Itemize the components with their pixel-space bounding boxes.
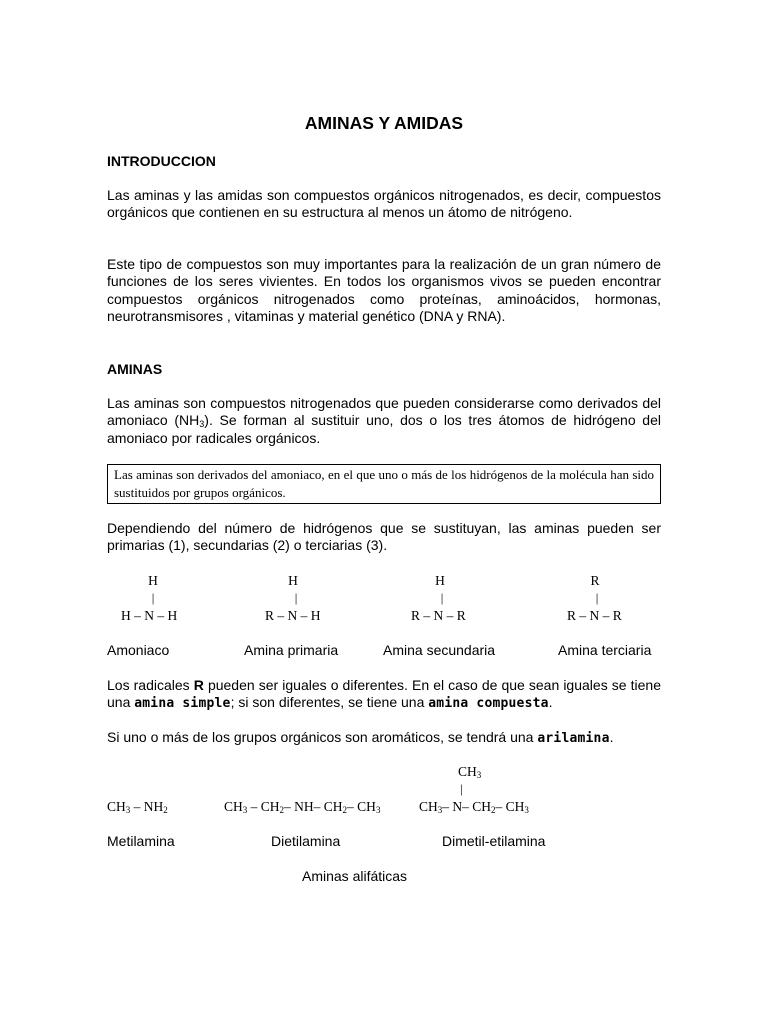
structure-2-formula: R – N – H bbox=[265, 608, 321, 623]
dietil-s2: 2 bbox=[279, 805, 285, 815]
definition-box: Las aminas son derivados del amoniaco, en el que uno o más de los hidrógenos de la molécula han sido sustituidos por grupos orgánicos. bbox=[107, 464, 661, 504]
structure-1-top: H bbox=[148, 573, 158, 588]
aminas-p1-text-b: ). Se forman al sustituir uno, dos o los tres átomos de hidrógeno del amoniaco por radicales orgánicos. bbox=[107, 412, 661, 446]
aminas-paragraph-1 bbox=[107, 395, 661, 447]
structure-4-formula: R – N – R bbox=[567, 608, 622, 623]
dietilamina-label: Dietilamina bbox=[271, 833, 341, 849]
intro-paragraph-2: Este tipo de compuestos son muy importantes para la realización de un gran número de funciones de los seres vivientes. En todos los organismos vivos se pueden encontrar compuestos orgánicos nitrogenados como proteínas, aminoácidos, hormonas, neurotransmisores , vitaminas y material genético (DNA y RNA). bbox=[107, 256, 661, 324]
dietil-s4: 3 bbox=[375, 805, 381, 815]
structure-4-top: R bbox=[590, 573, 600, 588]
amina-compuesta-term: amina compuesta bbox=[428, 696, 549, 712]
nh3-subscript: 3 bbox=[199, 419, 205, 430]
dimetil-s3: 3 bbox=[524, 805, 529, 815]
aminas-alifaticas-caption: Aminas alifáticas bbox=[302, 868, 408, 884]
dietil-f4: – CH bbox=[347, 799, 376, 814]
page-title: AMINAS Y AMIDAS bbox=[304, 113, 464, 133]
dietil-f2: – CH bbox=[247, 799, 280, 814]
structure-3-formula: R – N – R bbox=[411, 608, 466, 623]
structure-2-bond: | bbox=[294, 590, 298, 605]
radicales-text-3: ; si son diferentes, se tiene una bbox=[230, 694, 429, 711]
metilamina-label: Metilamina bbox=[107, 833, 175, 849]
dietil-s1: 3 bbox=[242, 805, 248, 815]
radicales-text-1: Los radicales bbox=[107, 677, 194, 693]
dimetil-s1: 3 bbox=[437, 805, 443, 815]
dietilamina-formula bbox=[224, 799, 380, 815]
arilamina-term: arilamina bbox=[537, 731, 610, 746]
structure-1-bond: | bbox=[151, 590, 155, 605]
aminas-heading: AMINAS bbox=[107, 361, 163, 377]
amina-simple-term: amina simple bbox=[134, 696, 231, 712]
structure-2-label: Amina primaria bbox=[244, 642, 339, 658]
structure-3-label: Amina secundaria bbox=[383, 642, 496, 658]
dimetil-etilamina-formula bbox=[419, 799, 529, 815]
structure-4-bond: | bbox=[595, 590, 599, 605]
dimetil-top-group bbox=[458, 764, 481, 780]
structure-3-top: H bbox=[435, 573, 445, 588]
aminas-paragraph-2: Dependiendo del número de hidrógenos que se sustituyan, las aminas pueden ser primarias (1), secundarias (2) o terciarias (3). bbox=[107, 520, 661, 554]
dimetil-etilamina-label: Dimetil-etilamina bbox=[442, 833, 546, 849]
dimetil-f3: – CH bbox=[495, 799, 525, 814]
radical-r-term: R bbox=[193, 677, 204, 693]
metil-f1: CH bbox=[107, 799, 126, 814]
intro-heading: INTRODUCCION bbox=[107, 153, 216, 169]
radicales-paragraph bbox=[107, 677, 661, 713]
metil-s2: 2 bbox=[163, 805, 168, 815]
metil-f2: – NH bbox=[130, 799, 164, 814]
arilamina-text-1: Si uno o más de los grupos orgánicos son aromáticos, se tendrá una bbox=[107, 729, 538, 745]
radicales-text-2: pueden ser iguales o diferentes. En el caso de que sean iguales se tiene una bbox=[107, 677, 661, 711]
dimetil-top-sub: 3 bbox=[476, 770, 482, 780]
structure-1-formula: H – N – H bbox=[121, 608, 178, 623]
structure-4-label: Amina terciaria bbox=[558, 642, 652, 658]
structure-2-top: H bbox=[288, 573, 298, 588]
dimetil-s2: 2 bbox=[491, 805, 496, 815]
arilamina-text-2: . bbox=[609, 729, 614, 745]
radicales-text-4: . bbox=[548, 694, 553, 711]
dimetil-bond: | bbox=[460, 781, 463, 796]
aminas-p1-text-a: Las aminas son compuestos nitrogenados que pueden considerarse como derivados del amoniaco (NH bbox=[107, 395, 661, 429]
dimetil-f1: CH bbox=[419, 799, 438, 814]
dimetil-f2: – N– CH bbox=[442, 799, 492, 814]
dimetil-top-ch: CH bbox=[458, 764, 477, 779]
arilamina-paragraph bbox=[107, 729, 661, 747]
metil-s1: 3 bbox=[125, 805, 131, 815]
structure-3-bond: | bbox=[440, 590, 444, 605]
dietil-s3: 2 bbox=[342, 805, 348, 815]
metilamina-formula bbox=[107, 799, 168, 815]
dietil-f3: – NH– CH bbox=[284, 799, 343, 814]
structure-1-label: Amoniaco bbox=[107, 642, 170, 658]
dietil-f1: CH bbox=[224, 799, 243, 814]
intro-paragraph-1: Las aminas y las amidas son compuestos orgánicos nitrogenados, es decir, compuestos orgánicos que contienen en su estructura al menos un átomo de nitrógeno. bbox=[107, 187, 661, 221]
